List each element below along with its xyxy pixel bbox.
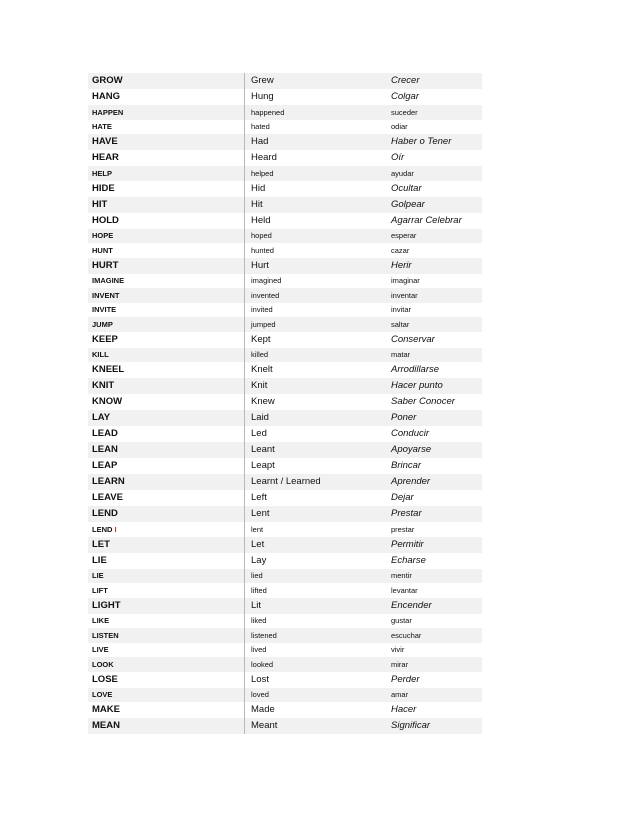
table-row xyxy=(88,569,482,584)
past-form-cell: Laid xyxy=(245,410,386,426)
base-form-cell xyxy=(88,197,245,213)
table-row xyxy=(88,628,482,643)
past-form-cell: Led xyxy=(245,426,386,442)
spanish-translation-cell: Arrodillarse xyxy=(391,364,440,376)
base-form-text: LIFT xyxy=(92,585,108,595)
table-row xyxy=(88,394,482,410)
base-form-cell xyxy=(88,583,245,598)
base-form-text: LISTEN xyxy=(92,630,119,640)
past-form-cell: lent xyxy=(245,522,386,537)
table-row xyxy=(88,243,482,258)
table-row xyxy=(88,348,482,363)
past-form-cell: hunted xyxy=(245,243,386,258)
spanish-translation-cell: vivir xyxy=(391,645,405,654)
base-form-text: KEEP xyxy=(92,333,118,345)
table-row xyxy=(88,672,482,688)
table-row xyxy=(88,89,482,105)
spanish-translation-cell: ayudar xyxy=(385,166,482,181)
spanish-translation-cell: odiar xyxy=(391,122,408,131)
base-form-cell xyxy=(88,317,245,332)
table-row xyxy=(88,303,482,318)
table-row xyxy=(88,442,482,458)
base-form-cell xyxy=(88,553,245,569)
spanish-translation-cell: saltar xyxy=(385,317,482,332)
spanish-translation-cell: esperar xyxy=(385,229,482,244)
table-row xyxy=(88,105,482,120)
base-form-cell xyxy=(88,105,245,120)
base-form-text: IMAGINE xyxy=(92,276,125,285)
table-row xyxy=(88,718,482,734)
base-form-text: GROW xyxy=(92,75,123,87)
past-form-cell: Made xyxy=(245,702,386,718)
base-form-text: MAKE xyxy=(92,704,120,716)
base-form-cell xyxy=(88,378,245,394)
table-row xyxy=(88,657,482,672)
spanish-translation-cell: Colgar xyxy=(391,91,419,103)
spanish-translation-cell: invitar xyxy=(391,305,412,314)
table-row xyxy=(88,73,482,89)
table-row xyxy=(88,150,482,166)
base-form-text: HEAR xyxy=(92,152,119,164)
past-form-cell: hoped xyxy=(245,229,386,244)
base-form-text: LOSE xyxy=(92,673,118,685)
table-row xyxy=(88,181,482,197)
base-form-text: MEAN xyxy=(92,720,120,732)
past-form-cell: Held xyxy=(245,213,386,229)
past-form-cell: invited xyxy=(245,303,386,318)
past-form-cell: hated xyxy=(245,120,386,135)
past-form-cell: killed xyxy=(245,348,386,363)
spanish-translation-cell: Conducir xyxy=(391,428,430,440)
spanish-translation-cell: Haber o Tener xyxy=(385,134,482,150)
table-row xyxy=(88,410,482,426)
past-form-cell: happened xyxy=(245,105,386,120)
past-form-cell: Had xyxy=(245,134,386,150)
base-form-text: HATE xyxy=(92,122,112,131)
base-form-cell xyxy=(88,89,245,105)
table-row xyxy=(88,378,482,394)
past-form-cell: Hid xyxy=(245,181,386,197)
spanish-translation-cell: levantar xyxy=(391,585,418,595)
base-form-cell xyxy=(88,643,245,658)
base-form-cell xyxy=(88,134,245,150)
base-form-text: HOLD xyxy=(92,214,119,226)
base-form-text: LEAP xyxy=(92,460,118,472)
past-form-cell: invented xyxy=(245,288,386,303)
base-form-cell xyxy=(88,458,245,474)
past-form-cell: lived xyxy=(245,643,386,658)
past-form-cell: helped xyxy=(245,166,386,181)
base-form-text: INVENT xyxy=(92,290,120,300)
table-row xyxy=(88,120,482,135)
past-form-cell: loved xyxy=(245,688,386,703)
spanish-translation-cell: escuchar xyxy=(385,628,482,643)
base-form-cell xyxy=(88,166,245,181)
past-form-cell: lied xyxy=(245,569,386,584)
spanish-translation-cell: Dejar xyxy=(391,492,414,504)
spanish-translation-cell: matar xyxy=(385,348,482,363)
base-form-text: JUMP xyxy=(92,319,113,329)
table-row xyxy=(88,213,482,229)
base-form-text: LET xyxy=(92,538,110,550)
base-form-text: HANG xyxy=(92,91,120,103)
past-form-cell: Leapt xyxy=(245,458,386,474)
past-form-cell: imagined xyxy=(245,274,386,289)
table-row xyxy=(88,614,482,629)
spanish-translation-cell: Brincar xyxy=(391,460,422,472)
base-form-cell xyxy=(88,442,245,458)
base-form-cell xyxy=(88,362,245,378)
past-form-cell: Grew xyxy=(245,73,386,89)
past-form-cell: Lent xyxy=(245,506,386,522)
base-form-cell xyxy=(88,628,245,643)
base-form-cell xyxy=(88,688,245,703)
base-form-text: LEAD xyxy=(92,428,118,440)
spanish-translation-cell: Conservar xyxy=(391,333,435,345)
base-form-text: HUNT xyxy=(92,245,113,255)
spanish-translation-cell: amar xyxy=(385,688,482,703)
base-form-text: KNOW xyxy=(92,396,123,408)
past-form-cell: Knew xyxy=(245,394,386,410)
spanish-translation-cell: Hacer xyxy=(391,704,417,716)
base-form-text: LOOK xyxy=(92,659,114,669)
past-form-cell: Hurt xyxy=(245,258,386,274)
base-form-text: HELP xyxy=(92,168,113,178)
spanish-translation-cell: Hacer punto xyxy=(385,378,482,394)
table-row xyxy=(88,598,482,614)
past-form-cell: liked xyxy=(245,614,386,629)
base-form-text: LIKE xyxy=(92,616,110,625)
base-form-cell xyxy=(88,672,245,688)
past-form-cell: Leant xyxy=(245,442,386,458)
table-row xyxy=(88,288,482,303)
past-form-cell: Left xyxy=(245,490,386,506)
base-form-text: LOVE xyxy=(92,690,113,699)
spanish-translation-cell: Poner xyxy=(385,410,482,426)
past-form-cell: looked xyxy=(245,657,386,672)
base-form-cell xyxy=(88,150,245,166)
table-row xyxy=(88,702,482,718)
base-form-text: LIE xyxy=(92,571,104,580)
table-row xyxy=(88,426,482,442)
spanish-translation-cell: Encender xyxy=(385,598,482,614)
past-form-cell: Knit xyxy=(245,378,386,394)
spanish-translation-cell: Prestar xyxy=(385,506,482,522)
spanish-translation-cell: Echarse xyxy=(391,554,426,566)
base-form-text: LEND xyxy=(92,508,118,520)
spanish-translation-cell: mirar xyxy=(385,657,482,672)
table-row xyxy=(88,229,482,244)
base-form-cell xyxy=(88,598,245,614)
base-form-text: HURT xyxy=(92,259,119,271)
base-form-cell xyxy=(88,348,245,363)
base-form-text: LEAN xyxy=(92,444,118,456)
base-form-text: HIT xyxy=(92,198,108,210)
base-form-cell xyxy=(88,474,245,490)
base-form-cell xyxy=(88,506,245,522)
base-form-text: KILL xyxy=(92,350,109,359)
base-form-text: HAVE xyxy=(92,136,118,148)
past-form-cell: Lay xyxy=(245,553,386,569)
past-form-cell: Let xyxy=(245,537,386,553)
table-row xyxy=(88,134,482,150)
past-form-cell: Learnt / Learned xyxy=(245,474,386,490)
table-row xyxy=(88,258,482,274)
past-form-cell: Lit xyxy=(245,598,386,614)
past-form-cell: Heard xyxy=(245,150,386,166)
spanish-translation-cell: Agarrar Celebrar xyxy=(391,214,462,226)
base-form-cell xyxy=(88,490,245,506)
table-row xyxy=(88,643,482,658)
base-form-text: HIDE xyxy=(92,182,115,194)
base-form-cell xyxy=(88,332,245,348)
base-form-cell xyxy=(88,718,245,734)
base-form-text: LAY xyxy=(92,412,111,424)
base-form-cell xyxy=(88,274,245,289)
base-form-cell xyxy=(88,537,245,553)
table-row xyxy=(88,332,482,348)
base-form-cell xyxy=(88,181,245,197)
base-form-cell xyxy=(88,614,245,629)
table-row xyxy=(88,553,482,569)
base-form-text: LEND xyxy=(92,524,113,534)
spanish-translation-cell: suceder xyxy=(385,105,482,120)
table-row xyxy=(88,583,482,598)
spanish-translation-cell: imaginar xyxy=(391,276,420,285)
base-form-text: LEARN xyxy=(92,476,125,488)
base-form-cell xyxy=(88,522,245,537)
table-row xyxy=(88,522,482,537)
table-row xyxy=(88,688,482,703)
spanish-translation-cell: prestar xyxy=(391,524,415,534)
spanish-translation-cell: Apoyarse xyxy=(385,442,482,458)
spanish-translation-cell: mentir xyxy=(385,569,482,584)
table-row xyxy=(88,166,482,181)
table-row xyxy=(88,474,482,490)
past-form-cell: Meant xyxy=(245,718,386,734)
base-form-cell xyxy=(88,258,245,274)
base-form-cell xyxy=(88,288,245,303)
base-form-cell xyxy=(88,213,245,229)
base-form-cell xyxy=(88,303,245,318)
table-row xyxy=(88,506,482,522)
table-row xyxy=(88,362,482,378)
base-form-cell xyxy=(88,120,245,135)
base-form-text: LEAVE xyxy=(92,492,123,504)
spanish-translation-cell: Saber Conocer xyxy=(391,396,455,408)
past-form-cell: Lost xyxy=(245,672,386,688)
base-form-text: HAPPEN xyxy=(92,107,124,117)
past-form-cell: lifted xyxy=(245,583,386,598)
base-form-text: LIGHT xyxy=(92,599,121,611)
base-form-cell xyxy=(88,657,245,672)
spanish-translation-cell: inventar xyxy=(385,288,482,303)
base-form-cell xyxy=(88,243,245,258)
table-row xyxy=(88,317,482,332)
spanish-translation-cell: Aprender xyxy=(385,474,482,490)
verb-table-body xyxy=(88,73,482,734)
table-row xyxy=(88,458,482,474)
base-form-cell xyxy=(88,394,245,410)
spanish-translation-cell: Permitir xyxy=(385,537,482,553)
spanish-translation-cell: cazar xyxy=(391,245,410,255)
base-form-cell xyxy=(88,229,245,244)
spanish-translation-cell: gustar xyxy=(391,616,412,625)
spanish-translation-cell: Herir xyxy=(385,258,482,274)
spanish-translation-cell: Oír xyxy=(391,152,405,164)
base-form-text: LIE xyxy=(92,554,107,566)
base-form-cell xyxy=(88,410,245,426)
spanish-translation-cell: Golpear xyxy=(385,197,482,213)
past-form-cell: listened xyxy=(245,628,386,643)
past-form-cell: Hit xyxy=(245,197,386,213)
past-form-cell: Kept xyxy=(245,332,386,348)
base-form-cell xyxy=(88,569,245,584)
red-mark: I xyxy=(114,524,117,534)
spanish-translation-cell: Significar xyxy=(385,718,482,734)
base-form-text: KNIT xyxy=(92,380,115,392)
base-form-text: LIVE xyxy=(92,645,109,654)
spanish-translation-cell: Perder xyxy=(391,673,420,685)
spanish-translation-cell: Ocultar xyxy=(391,182,422,194)
past-form-cell: Knelt xyxy=(245,362,386,378)
base-form-text: HOPE xyxy=(92,231,114,240)
table-row xyxy=(88,197,482,213)
base-form-cell xyxy=(88,426,245,442)
base-form-cell xyxy=(88,702,245,718)
table-row xyxy=(88,537,482,553)
table-row xyxy=(88,490,482,506)
base-form-cell xyxy=(88,73,245,89)
verb-table xyxy=(88,73,482,734)
past-form-cell: Hung xyxy=(245,89,386,105)
spanish-translation-cell: Crecer xyxy=(385,73,482,89)
base-form-text: INVITE xyxy=(92,305,117,314)
base-form-text: KNEEL xyxy=(92,364,125,376)
past-form-cell: jumped xyxy=(245,317,386,332)
table-row xyxy=(88,274,482,289)
